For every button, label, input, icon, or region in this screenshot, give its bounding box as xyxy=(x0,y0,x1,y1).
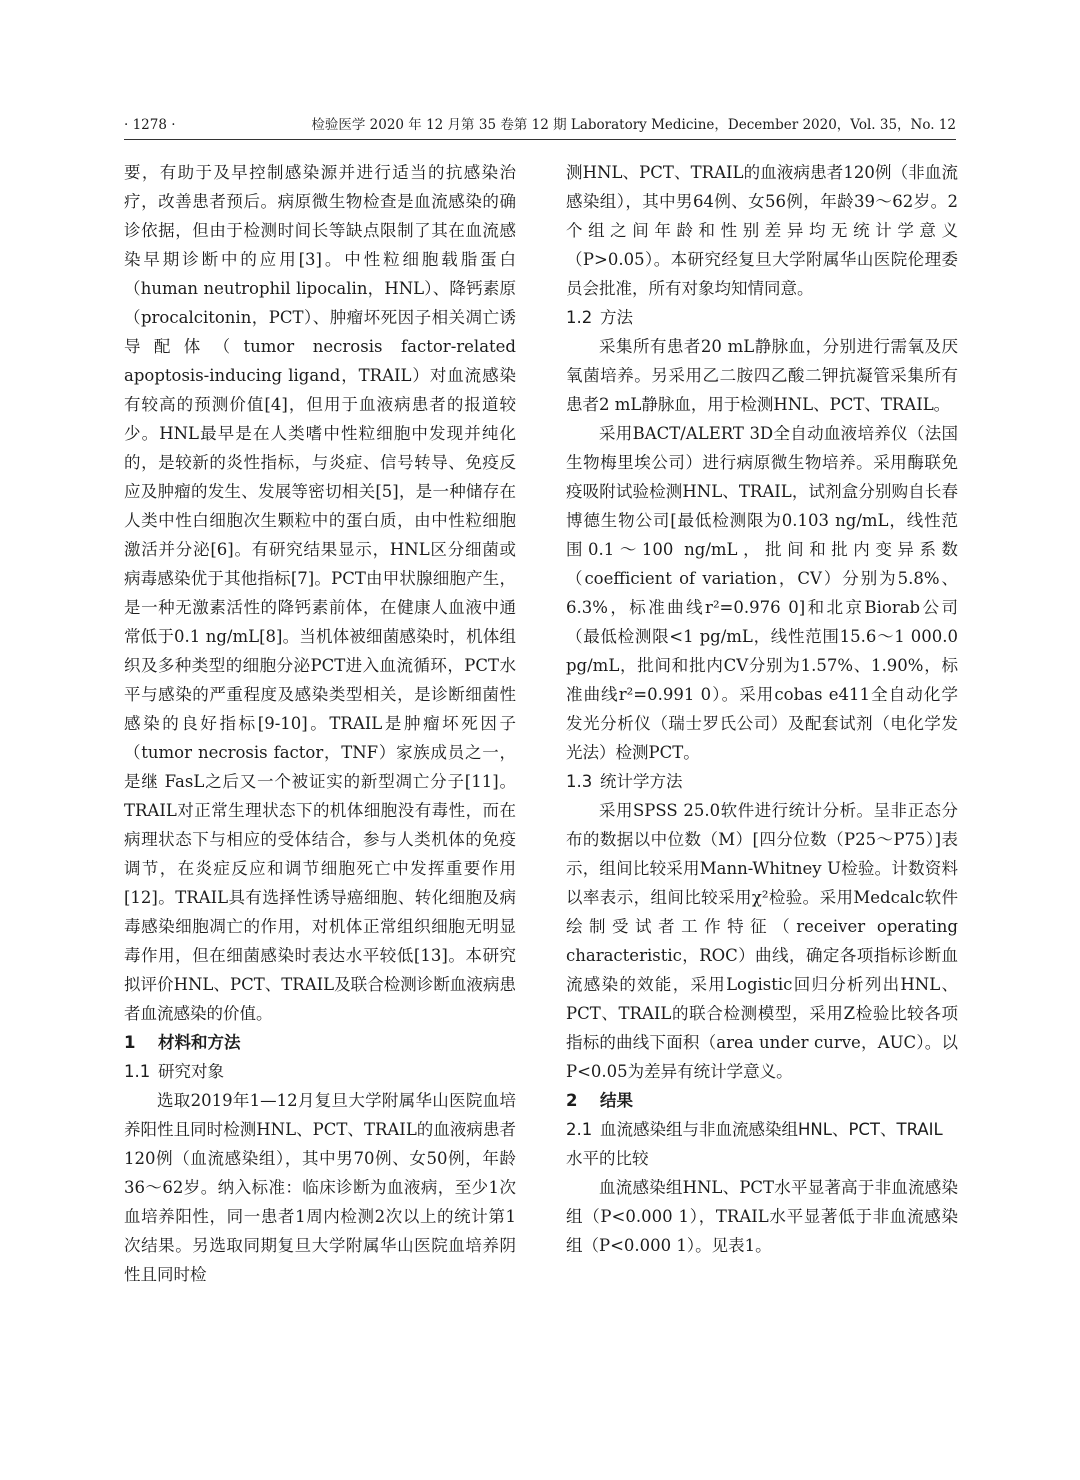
subsection-heading-statistics xyxy=(566,767,958,796)
subsection-title: 血流感染组与非血流感染组HNL、PCT、TRAIL水平的比较 xyxy=(566,1120,943,1168)
subsection-heading-subjects xyxy=(124,1057,516,1086)
subjects-paragraph: 选取2019年1—12月复旦大学附属华山医院血培养阳性且同时检测HNL、PCT、TRAIL的血液病患者120例（血流感染组），其中男70例、女50例，年龄36～62岁。纳入标准：临床诊断为血液病，至少1次血培养阳性，同一患者1周内检测2次以上的统计第1次结果。另选取同期复旦大学附属华山医院血培养阴性且同时检 xyxy=(124,1091,516,1284)
left-column xyxy=(124,158,516,1289)
subsection-number: 1.1 xyxy=(124,1062,151,1081)
subsection-number: 1.2 xyxy=(566,308,593,327)
continued-paragraph: 测HNL、PCT、TRAIL的血液病患者120例（非血流感染组），其中男64例、女56例，年龄39～62岁。2个组之间年龄和性别差异均无统计学意义（P>0.05）。本研究经复旦大学附属华山医院伦理委员会批准，所有对象均知情同意。 xyxy=(566,163,958,298)
subsection-number: 2.1 xyxy=(566,1120,593,1139)
subsection-title: 研究对象 xyxy=(158,1062,224,1081)
methods-paragraph-1: 采集所有患者20 mL静脉血，分别进行需氧及厌氧菌培养。另采用乙二胺四乙酸二钾抗凝管采集所有患者2 mL静脉血，用于检测HNL、PCT、TRAIL。 xyxy=(566,337,958,414)
intro-paragraph: 要，有助于及早控制感染源并进行适当的抗感染治疗，改善患者预后。病原微生物检查是血流感染的确诊依据，但由于检测时间长等缺点限制了其在血流感染早期诊断中的应用[3]。中性粒细胞载脂蛋白（human neutrophil lipocalin，HNL）、降钙素原（procalcitonin，PCT）、肿瘤坏死因子相关凋亡诱导配体（tumor necrosis factor-related apoptosis-inducing ligand，TRAIL）对血流感染有较高的预测价值[4]，但用于血液病患者的报道较少。HNL最早是在人类嗜中性粒细胞中发现并纯化的，是较新的炎性指标，与炎症、信号转导、免疫反应及肿瘤的发生、发展等密切相关[5]，是一种储存在人类中性白细胞次生颗粒中的蛋白质，由中性粒细胞激活并分泌[6]。有研究结果显示，HNL区分细菌或病毒感染优于其他指标[7]。PCT由甲状腺细胞产生，是一种无激素活性的降钙素前体，在健康人血液中通常低于0.1 ng/mL[8]。当机体被细菌感染时，机体组织及多种类型的细胞分泌PCT进入血流循环，PCT水平与感染的严重程度及感染类型相关，是诊断细菌性感染的良好指标[9-10]。TRAIL是肿瘤坏死因子（tumor necrosis factor，TNF）家族成员之一，是继 FasL之后又一个被证实的新型凋亡分子[11]。TRAIL对正常生理状态下的机体细胞没有毒性，而在病理状态下与相应的受体结合，参与人类机体的免疫调节，在炎症反应和调节细胞死亡中发挥重要作用[12]。TRAIL具有选择性诱导癌细胞、转化细胞及病毒感染细胞凋亡的作用，对机体正常组织细胞无明显毒作用，但在细菌感染时表达水平较低[13]。本研究拟评价HNL、PCT、TRAIL及联合检测诊断血液病患者血流感染的价值。 xyxy=(124,163,516,1023)
section-title: 结果 xyxy=(600,1091,633,1110)
subsection-title: 统计学方法 xyxy=(600,772,683,791)
subsection-title: 方法 xyxy=(600,308,633,327)
header-rule xyxy=(124,139,956,140)
statistics-paragraph: 采用SPSS 25.0软件进行统计分析。呈非正态分布的数据以中位数（M）[四分位数（P25～P75）]表示，组间比较采用Mann-Whitney U检验。计数资料以率表示，组间比较采用χ²检验。采用Medcalc软件绘制受试者工作特征（receiver operating characteristic，ROC）曲线，确定各项指标诊断血流感染的效能，采用Logistic回归分析列出HNL、PCT、TRAIL的联合检测模型，采用Z检验比较各项指标的曲线下面积（area under curve，AUC）。以P<0.05为差异有统计学意义。 xyxy=(566,801,958,1081)
subsection-heading-comparison xyxy=(566,1115,958,1173)
page-number: · 1278 · xyxy=(124,117,176,133)
section-title: 材料和方法 xyxy=(158,1033,241,1052)
section-number: 2 xyxy=(566,1091,578,1110)
comparison-paragraph: 血流感染组HNL、PCT水平显著高于非血流感染组（P<0.000 1），TRAIL水平显著低于非血流感染组（P<0.000 1）。见表1。 xyxy=(566,1178,958,1255)
section-heading-results xyxy=(566,1086,958,1115)
subsection-heading-methods xyxy=(566,303,958,332)
page-header xyxy=(124,112,956,138)
journal-running-title: 检验医学 2020 年 12 月第 35 卷第 12 期 Laboratory Medicine，December 2020，Vol. 35，No. 12 xyxy=(311,117,956,133)
methods-paragraph-2: 采用BACT/ALERT 3D全自动血液培养仪（法国生物梅里埃公司）进行病原微生物培养。采用酶联免疫吸附试验检测HNL、TRAIL，试剂盒分别购自长春博德生物公司[最低检测限为0.103 ng/mL，线性范围0.1～100 ng/mL，批间和批内变异系数（coefficient of variation，CV）分别为5.8%、6.3%，标准曲线r²=0.976 0]和北京Biorab公司（最低检测限<1 pg/mL，线性范围15.6～1 000.0 pg/mL，批间和批内CV分别为1.57%、1.90%，标准曲线r²=0.991 0）。采用cobas e411全自动化学发光分析仪（瑞士罗氏公司）及配套试剂（电化学发光法）检测PCT。 xyxy=(566,424,958,762)
subsection-number: 1.3 xyxy=(566,772,593,791)
section-number: 1 xyxy=(124,1033,136,1052)
section-heading-materials-methods xyxy=(124,1028,516,1057)
right-column xyxy=(566,158,958,1260)
